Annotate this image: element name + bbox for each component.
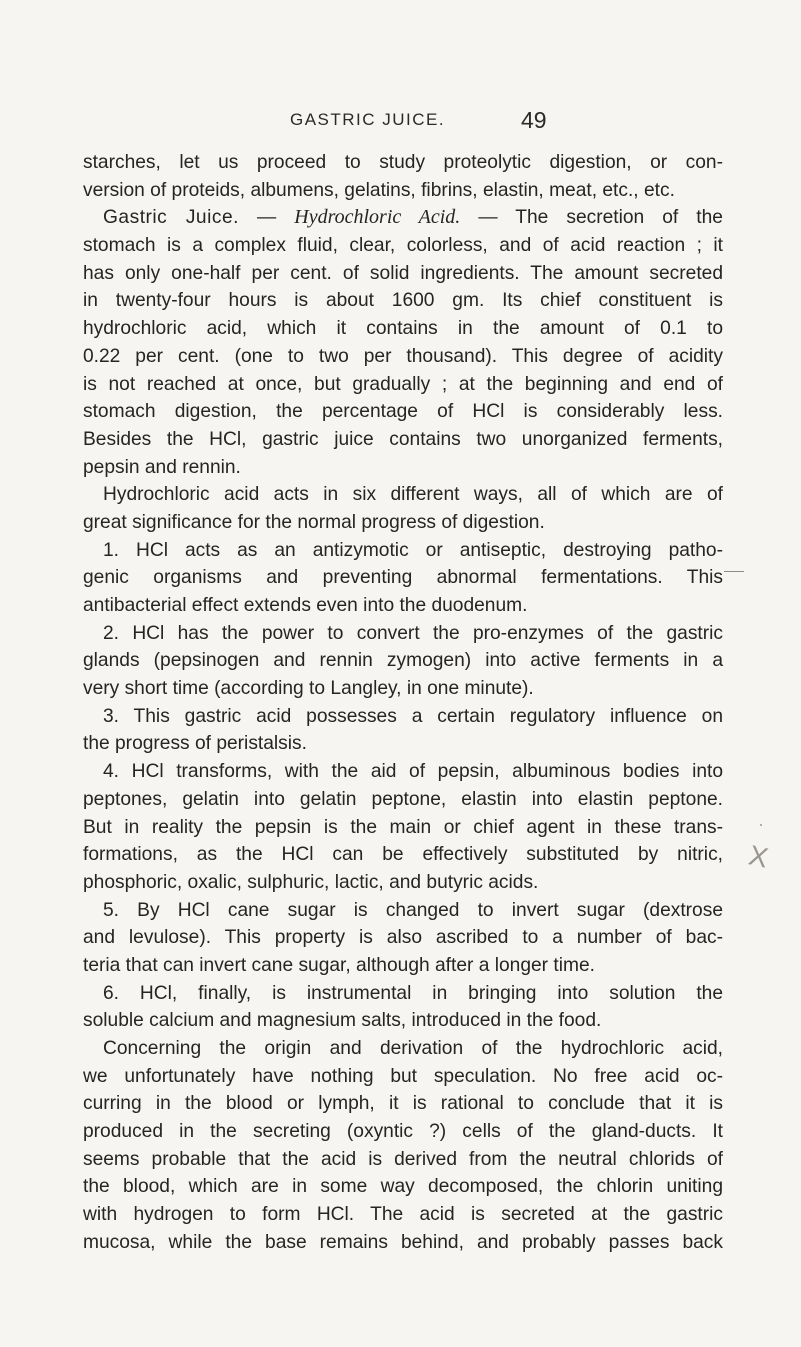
text-line: Concerning the origin and derivation of the hydrochloric acid, [103,1038,723,1059]
text-line: Besides the HCl, gastric juice contains two unorganized ferments, [83,428,723,450]
text-line: 1. HCl acts as an antizymotic or antiseptic, destroying patho- [103,539,723,561]
text-line: version of proteids, albumens, gelatins, fibrins, elastin, meat, etc., etc. [83,179,675,201]
text-line: starches, let us proceed to study proteolytic digestion, or con- [83,152,723,173]
text-line: The secretion of the [515,207,723,229]
text-line: and levulose). This property is also ascribed to a number of bac- [83,927,723,949]
text-line: mucosa, while the base remains behind, and probably passes back [83,1231,723,1253]
text-line: 0.22 per cent. (one to two per thousand). This degree of acidity [83,345,723,367]
subsection-heading: Hydrochloric Acid. [294,206,461,229]
text-line: 6. HCl, finally, is instrumental in bringing into solution the [103,982,723,1004]
body-text [83,149,723,1257]
text-line: 4. HCl transforms, with the aid of pepsin, albuminous bodies into [103,761,723,783]
text-line: peptones, gelatin into gelatin peptone, elastin into elastin peptone. [83,788,723,810]
text-line: genic organisms and preventing abnormal fermentations. This [83,567,723,589]
heading-dash: — [460,207,516,229]
text-line: in twenty-four hours is about 1600 gm. Its chief constituent is [83,290,723,312]
text-line: 2. HCl has the power to convert the pro-enzymes of the gastric [103,622,723,644]
text-line: we unfortunately have nothing but speculation. No free acid oc- [83,1065,723,1087]
text-line: soluble calcium and magnesium salts, introduced in the food. [83,1010,602,1032]
text-line: teria that can invert cane sugar, although after a longer time. [83,954,595,976]
text-line: stomach digestion, the percentage of HCl is considerably less. [83,401,723,423]
text-line: 3. This gastric acid possesses a certain regulatory influence on [103,705,723,727]
section-heading: Gastric Juice. [103,207,239,229]
text-line: But in reality the pepsin is the main or chief agent in these trans- [83,816,723,838]
text-line: the progress of peristalsis. [83,733,307,755]
margin-pencil-dash [724,571,744,572]
text-line: glands (pepsinogen and rennin zymogen) into active ferments in a [83,650,723,672]
text-line: with hydrogen to form HCl. The acid is secreted at the gastric [83,1204,723,1226]
text-line: pepsin and rennin. [83,456,241,478]
margin-pencil-x-mark: X [746,839,771,874]
heading-dash: — [238,207,295,229]
text-line: 5. By HCl cane sugar is changed to invert sugar (dextrose [103,899,723,921]
margin-pencil-dot [760,824,762,826]
text-line: formations, as the HCl can be effectively substituted by nitric, [83,844,723,866]
text-line: stomach is a complex fluid, clear, colorless, and of acid reaction ; it [83,235,723,257]
text-line: the blood, which are in some way decomposed, the chlorin uniting [83,1176,723,1198]
text-line: great significance for the normal progress of digestion. [83,511,545,533]
text-line: Hydrochloric acid acts in six different ways, all of which are of [103,484,723,506]
text-line: produced in the secreting (oxyntic ?) cells of the gland-ducts. It [83,1121,723,1143]
text-line: very short time (according to Langley, in one minute). [83,678,534,700]
section-heading-line [83,204,723,232]
text-line: phosphoric, oxalic, sulphuric, lactic, and butyric acids. [83,871,539,893]
running-head [0,107,801,140]
chapter-title: GASTRIC JUICE. [290,110,446,129]
text-line: seems probable that the acid is derived from the neutral chlorids of [83,1148,723,1170]
page-number: 49 [521,107,547,133]
text-line: has only one-half per cent. of solid ingredients. The amount secreted [83,262,723,284]
text-line: antibacterial effect extends even into the duodenum. [83,595,528,616]
text-line: hydrochloric acid, which it contains in the amount of 0.1 to [83,318,723,340]
text-line: is not reached at once, but gradually ; at the beginning and end of [83,373,723,395]
text-line: curring in the blood or lymph, it is rational to conclude that it is [83,1093,723,1115]
